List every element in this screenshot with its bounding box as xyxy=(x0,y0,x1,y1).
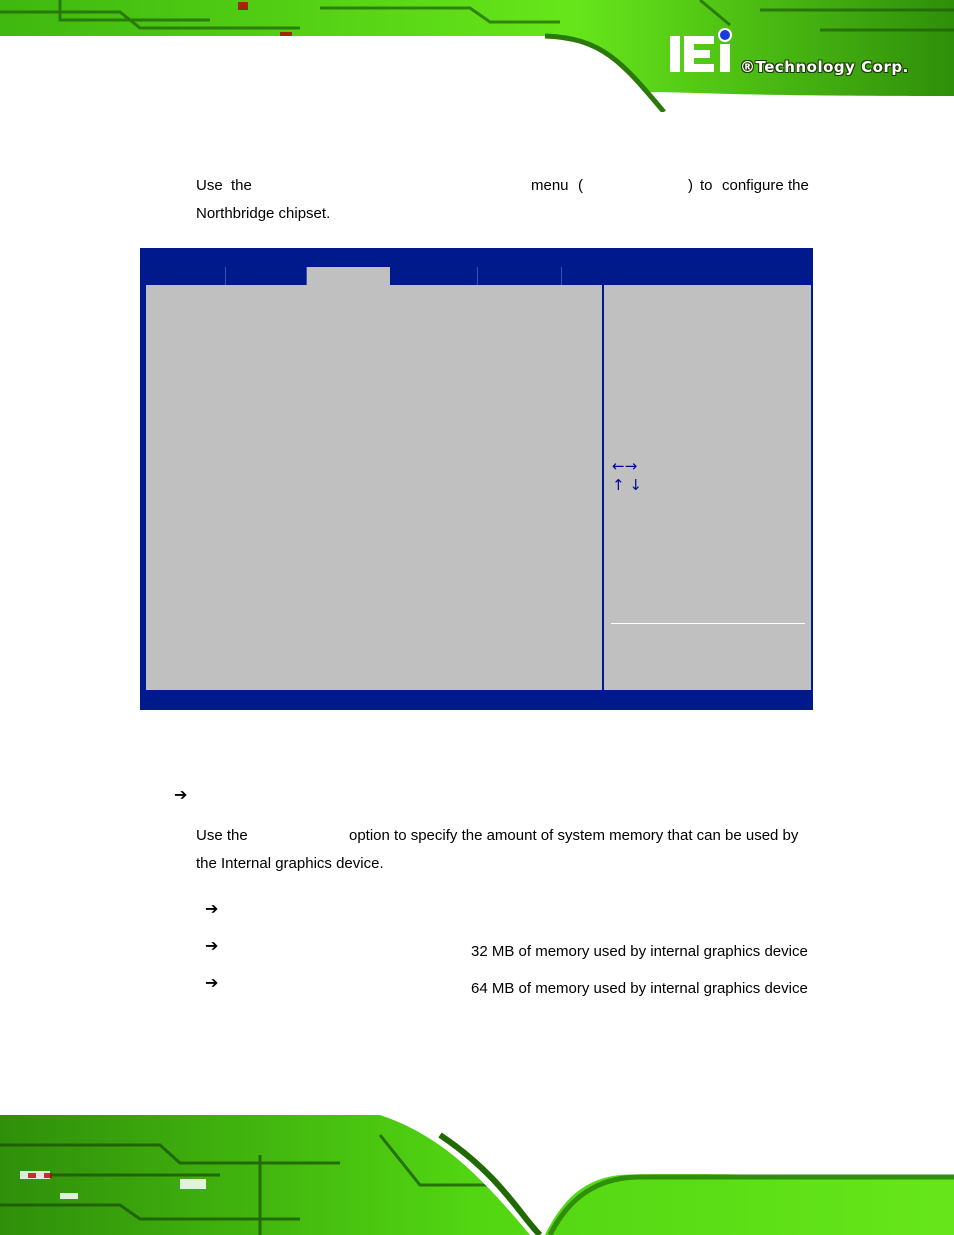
bios-tab[interactable] xyxy=(478,267,562,285)
bios-main-panel xyxy=(146,285,602,690)
bios-tab[interactable] xyxy=(140,267,226,285)
right-arrow-icon: ➔ xyxy=(174,785,188,804)
bios-help-panel xyxy=(604,285,811,690)
right-arrow-icon: ➔ xyxy=(205,936,219,955)
bios-tab[interactable] xyxy=(391,267,478,285)
iei-logo-icon xyxy=(668,26,738,76)
intro-word: ) xyxy=(688,177,693,194)
up-down-arrows-icon: ↑ ↓ xyxy=(612,476,642,494)
intro-word: to xyxy=(700,177,713,194)
bios-tab[interactable] xyxy=(226,267,307,285)
section-text: option to specify the amount of system memory that can be used by xyxy=(349,827,799,844)
intro-word: ( xyxy=(578,177,583,194)
option-description: 64 MB of memory used by internal graphics device xyxy=(471,980,808,997)
bios-screen xyxy=(140,248,813,710)
footer-banner xyxy=(0,1115,954,1235)
bios-tab-active[interactable] xyxy=(307,267,390,285)
option-description: 32 MB of memory used by internal graphics device xyxy=(471,943,808,960)
circuit-board-graphic xyxy=(0,0,954,112)
section-text: Use the xyxy=(196,827,248,844)
section-line-1 xyxy=(196,822,821,850)
intro-word: Use xyxy=(196,177,223,194)
intro-word: the xyxy=(788,177,809,194)
bios-nav-keys xyxy=(612,457,642,495)
brand-name: ®Technology Corp. xyxy=(740,58,909,76)
right-arrow-icon: ➔ xyxy=(205,899,219,918)
intro-word: the xyxy=(231,177,252,194)
bios-menu-tabs xyxy=(140,267,813,285)
intro-paragraph xyxy=(196,172,814,228)
intro-line-1 xyxy=(196,172,814,200)
intro-word: menu xyxy=(531,177,569,194)
section-line-2: the Internal graphics device. xyxy=(196,855,384,872)
bios-help-divider xyxy=(611,623,805,624)
intro-line-2: Northbridge chipset. xyxy=(196,205,331,222)
header-banner xyxy=(0,0,954,112)
right-arrow-icon: ➔ xyxy=(205,973,219,992)
circuit-board-graphic xyxy=(0,1115,954,1235)
intro-word: configure xyxy=(722,177,784,194)
left-right-arrows-icon: ←→ xyxy=(612,457,638,475)
section-description xyxy=(196,822,821,878)
